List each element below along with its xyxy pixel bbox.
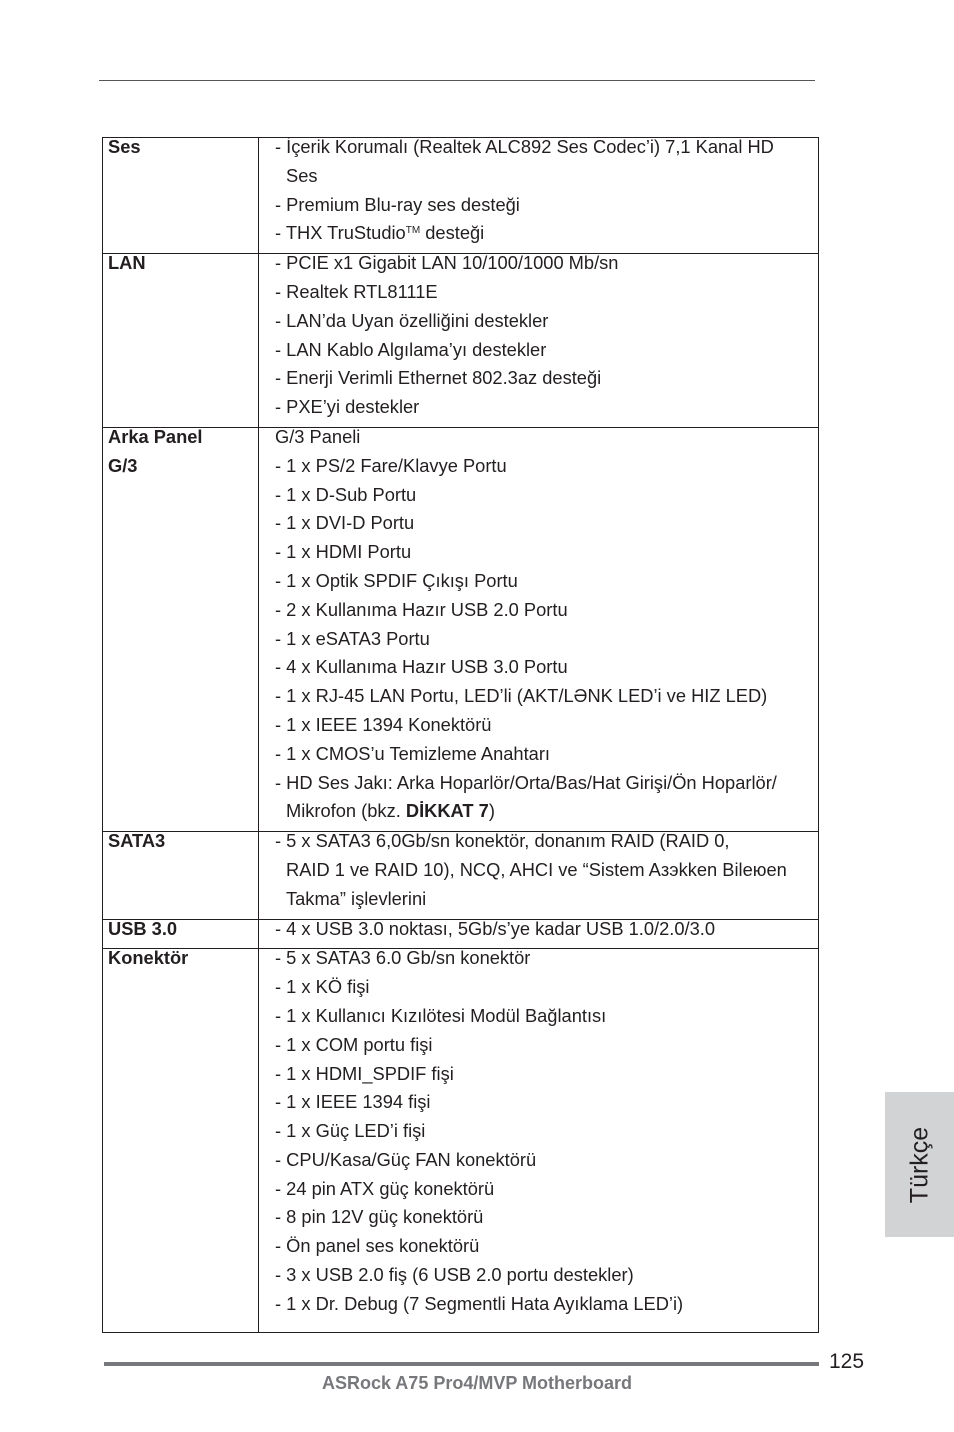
list-item: - 8 pin 12V güç konektörü bbox=[275, 1206, 484, 1228]
list-item: - Realtek RTL8111E bbox=[275, 280, 438, 302]
list-item-continuation bbox=[275, 802, 818, 831]
top-rule bbox=[99, 80, 815, 81]
row-label-cell bbox=[103, 949, 259, 1332]
item-text: Mikrofon (bkz. bbox=[286, 800, 406, 822]
list-item: - 1 x COM portu fişi bbox=[275, 1033, 433, 1055]
list-item: - 5 x SATA3 6,0Gb/sn konektör, donanım RAID (RAID 0, bbox=[275, 830, 730, 852]
list-item: - 1 x Dr. Debug (7 Segmentli Hata Ayıklama LED’i) bbox=[275, 1292, 684, 1314]
list-item: - 1 x DVI-D Portu bbox=[275, 512, 415, 534]
item-text: ) bbox=[488, 800, 495, 822]
item-text: desteği bbox=[420, 222, 485, 244]
list-item: - LAN’da Uyan özelliğini destekler bbox=[275, 309, 549, 331]
list-item: - Enerji Verimli Ethernet 802.3az desteği bbox=[275, 367, 602, 389]
row-label-cell bbox=[103, 138, 259, 254]
row-items-cell bbox=[259, 254, 819, 428]
row-items-cell bbox=[259, 832, 819, 919]
row-label-cell bbox=[103, 254, 259, 428]
list-item: - 2 x Kullanıma Hazır USB 2.0 Portu bbox=[275, 598, 568, 620]
list-item: - 3 x USB 2.0 fiş (6 USB 2.0 portu destekler) bbox=[275, 1264, 634, 1286]
language-tab bbox=[885, 1092, 954, 1237]
list-item: - 1 x HDMI_SPDIF fişi bbox=[275, 1062, 454, 1084]
list-item: - Premium Blu-ray ses desteği bbox=[275, 193, 520, 215]
list-item: - 4 x Kullanıma Hazır USB 3.0 Portu bbox=[275, 656, 568, 678]
list-item: - 1 x HDMI Portu bbox=[275, 541, 412, 563]
list-item: - HD Ses Jakı: Arka Hoparlör/Orta/Bas/Hat Girişi/Ön Hoparlör/ bbox=[275, 771, 777, 793]
list-item: - Ön panel ses konektörü bbox=[275, 1235, 480, 1257]
list-item bbox=[275, 224, 818, 253]
list-item: - 4 x USB 3.0 noktası, 5Gb/s’ye kadar USB 1.0/2.0/3.0 bbox=[275, 917, 715, 939]
row-label-cell bbox=[103, 427, 259, 831]
list-item: - 1 x Güç LED’i fişi bbox=[275, 1120, 426, 1142]
row-items-cell bbox=[259, 919, 819, 949]
row-label-cell bbox=[103, 832, 259, 919]
list-item-continuation: RAID 1 ve RAID 10), NCQ, AHCI ve “Sistem Aзэkken Bileюen bbox=[286, 858, 787, 880]
footer-rule bbox=[104, 1362, 819, 1366]
list-item-continuation: Takma” işlevlerini bbox=[286, 887, 427, 909]
row-items-cell bbox=[259, 138, 819, 254]
list-item: - 1 x CMOS’u Temizleme Anahtarı bbox=[275, 742, 550, 764]
list-item: - 1 x Optik SPDIF Çıkışı Portu bbox=[275, 569, 518, 591]
list-item: - LAN Kablo Algılama’yı destekler bbox=[275, 338, 547, 360]
spec-row-audio bbox=[103, 138, 819, 254]
list-item: - PXE’yi destekler bbox=[275, 396, 420, 418]
row-label-secondary: G/3 bbox=[108, 454, 138, 476]
footer-title: ASRock A75 Pro4/MVP Motherboard bbox=[321, 1373, 633, 1393]
row-items-cell bbox=[259, 949, 819, 1332]
list-heading: G/3 Paneli bbox=[275, 425, 361, 447]
list-item: - 1 x IEEE 1394 fişi bbox=[275, 1091, 431, 1113]
trademark-superscript: TM bbox=[405, 225, 421, 237]
list-item: - 5 x SATA3 6.0 Gb/sn konektör bbox=[275, 947, 531, 969]
caution-reference: DİKKAT 7 bbox=[405, 800, 489, 822]
spec-row-lan bbox=[103, 254, 819, 428]
row-label-cell bbox=[103, 919, 259, 949]
row-label: Ses bbox=[108, 136, 141, 157]
list-item: - 1 x eSATA3 Portu bbox=[275, 627, 430, 649]
list-item: - PCIE x1 Gigabit LAN 10/100/1000 Mb/sn bbox=[275, 252, 619, 274]
spec-row-sata3 bbox=[103, 832, 819, 919]
row-label: USB 3.0 bbox=[108, 917, 178, 939]
list-item: - 24 pin ATX güç konektörü bbox=[275, 1177, 495, 1199]
row-label: SATA3 bbox=[108, 830, 166, 852]
spec-row-usb3 bbox=[103, 919, 819, 949]
list-item: - 1 x PS/2 Fare/Klavye Portu bbox=[275, 454, 507, 476]
list-item: - CPU/Kasa/Güç FAN konektörü bbox=[275, 1148, 537, 1170]
specifications-table bbox=[102, 137, 819, 1333]
row-label: Arka Panel bbox=[108, 425, 203, 447]
language-tab-label: Türkçe bbox=[905, 1126, 933, 1203]
list-item-continuation: Ses bbox=[286, 164, 318, 186]
spec-row-connectors bbox=[103, 949, 819, 1332]
item-text: - THX TruStudio bbox=[275, 222, 406, 244]
list-item: - 1 x RJ-45 LAN Portu, LED’li (AKT/LƏNK LED’i ve HIZ LED) bbox=[275, 685, 768, 707]
list-item: - 1 x KÖ fişi bbox=[275, 976, 370, 998]
cell-bottom-padding bbox=[275, 1324, 818, 1332]
list-item: - İçerik Korumalı (Realtek ALC892 Ses Codec’i) 7,1 Kanal HD bbox=[275, 136, 774, 157]
spec-row-rear-panel bbox=[103, 427, 819, 831]
row-items-cell bbox=[259, 427, 819, 831]
row-label: LAN bbox=[108, 252, 146, 274]
page-number: 125 bbox=[829, 1350, 865, 1373]
list-item: - 1 x Kullanıcı Kızılötesi Modül Bağlantısı bbox=[275, 1004, 607, 1026]
list-item: - 1 x D-Sub Portu bbox=[275, 483, 417, 505]
row-label: Konektör bbox=[108, 947, 189, 969]
list-item: - 1 x IEEE 1394 Konektörü bbox=[275, 713, 492, 735]
